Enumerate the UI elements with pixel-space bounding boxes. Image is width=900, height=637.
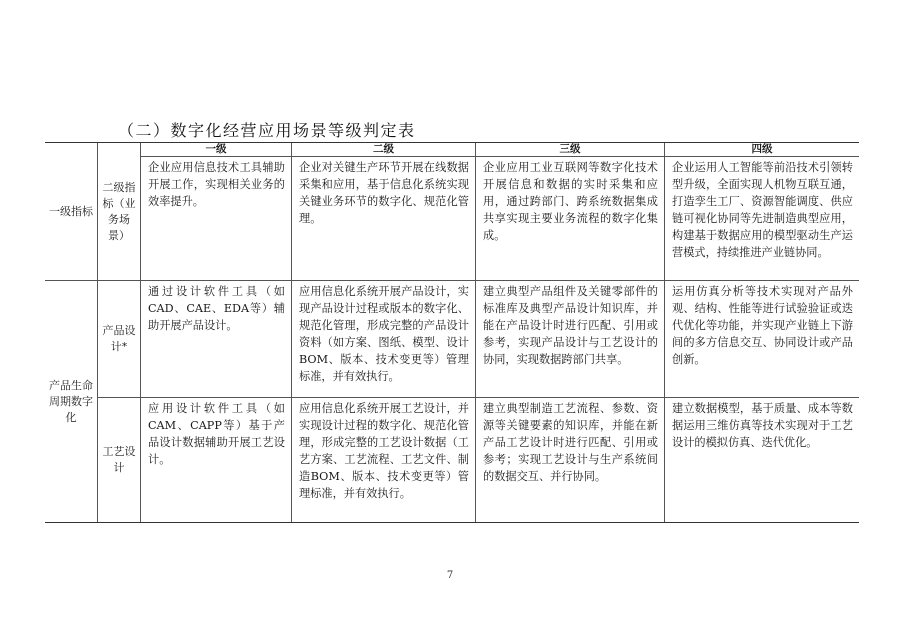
product-design-level-2: 应用信息化系统开展产品设计，实现产品设计过程或版本的数字化、规范化管理，形成完整的产品设计资料（如方案、图纸、模型、设计BOM、版本、技术变更等）管理标准，并有效执行。 — [292, 281, 476, 398]
page-number: 7 — [446, 570, 454, 581]
product-design-level-4: 运用仿真分析等技术实现对产品外观、结构、性能等进行试验验证或迭代优化等功能，并实现产业链上下游间的多方信息交互、协同设计或产品创新。 — [665, 281, 859, 398]
definition-level-2: 企业对关键生产环节开展在线数据采集和应用，基于信息化系统实现关键业务环节的数字化、规范化管理。 — [292, 157, 476, 281]
column-header-level-2: 二级 — [292, 143, 476, 157]
definition-level-1: 企业应用信息技术工具辅助开展工作，实现相关业务的效率提升。 — [141, 157, 292, 281]
column-header-level-1: 一级 — [141, 143, 292, 157]
process-design-level-2: 应用信息化系统开展工艺设计，并实现设计过程的数字化、规范化管理，形成完整的工艺设计数据（工艺方案、工艺流程、工艺文件、制造BOM、版本、技术变更等）管理标准，并有效执行。 — [292, 398, 476, 522]
category-product-lifecycle: 产品生命周期数字化 — [45, 281, 98, 522]
process-design-level-1: 应用设计软件工具（如CAM、CAPP等）基于产品设计数据辅助开展工艺设计。 — [141, 398, 292, 522]
column-header-level-3: 三级 — [476, 143, 665, 157]
definition-level-3: 企业应用工业互联网等数字化技术开展信息和数据的实时采集和应用，通过跨部门、跨系统数据集成共享实现主要业务流程的数字化集成。 — [476, 157, 665, 281]
definition-level-4: 企业运用人工智能等前沿技术引领转型升级，全面实现人机物互联互通，打造孪生工厂、资源智能调度、供应链可视化协同等先进制造典型应用，构建基于数据应用的模型驱动生产运营模式，持续推进产业链协同。 — [665, 157, 859, 281]
process-design-level-4: 建立数据模型，基于质量、成本等数据运用三维仿真等技术实现对于工艺设计的模拟仿真、迭代优化。 — [672, 402, 853, 449]
product-design-level-1: 通过设计软件工具（如CAD、CAE、EDA等）辅助开展产品设计。 — [141, 281, 292, 398]
column-header-level-4: 四级 — [665, 143, 859, 157]
level-assessment-table — [45, 142, 859, 523]
product-design-level-3: 建立典型产品组件及关键零部件的标准库及典型产品设计知识库，并能在产品设计时进行匹配、引用或参考，实现产品设计与工艺设计的协同，实现数据跨部门共享。 — [476, 281, 665, 398]
scenario-product-design: 产品设计* — [98, 281, 141, 398]
process-design-level-3: 建立典型制造工艺流程、参数、资源等关键要素的知识库，并能在新产品工艺设计时进行匹配、引用或参考；实现工艺设计与生产系统间的数据交互、并行协同。 — [476, 398, 665, 522]
header-level2-indicator: 二级指标（业务场景） — [98, 143, 141, 281]
scenario-process-design: 工艺设计 — [98, 398, 141, 522]
page-title: （二）数字化经营应用场景等级判定表 — [118, 121, 416, 140]
header-level1-indicator: 一级指标 — [45, 143, 98, 281]
